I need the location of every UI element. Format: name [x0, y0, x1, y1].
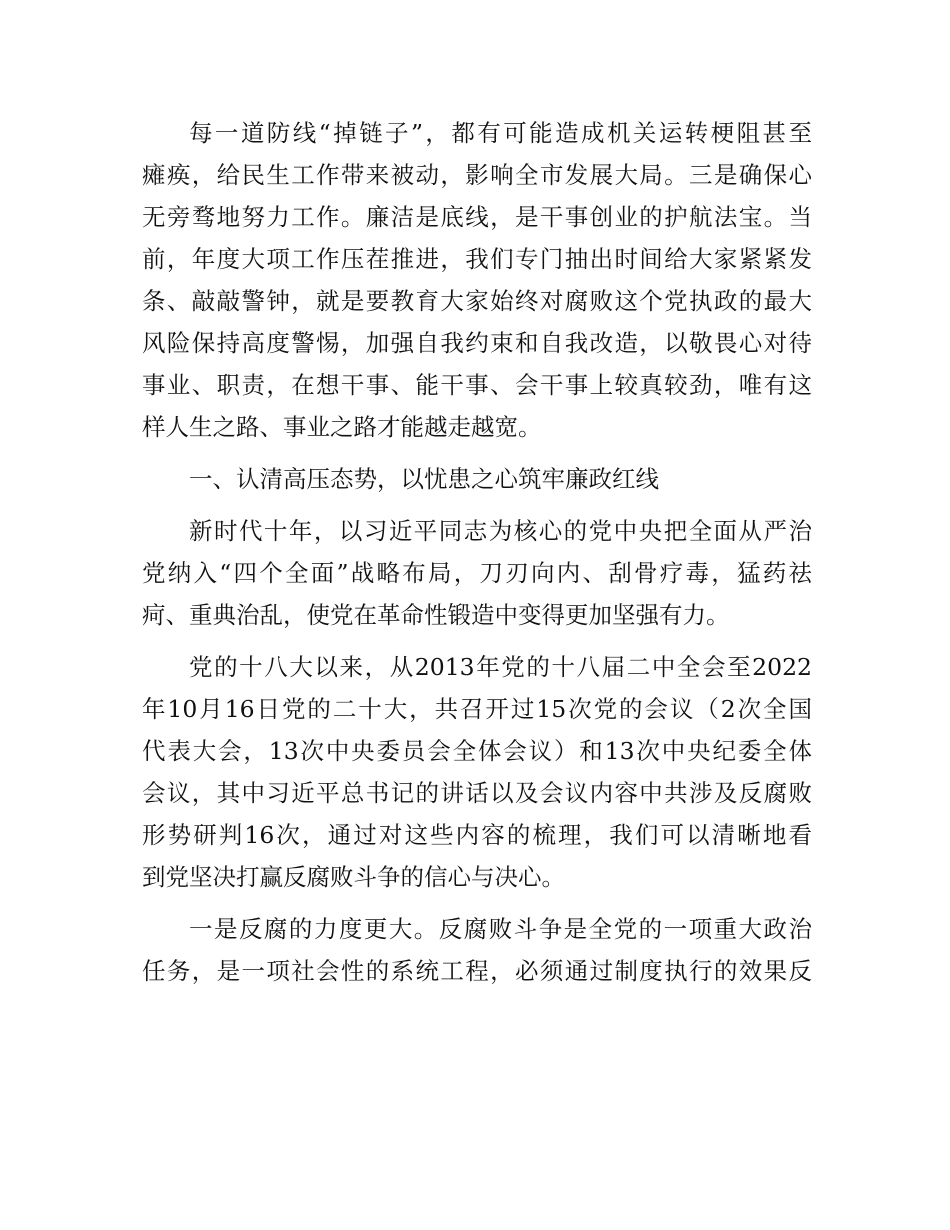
text-line: 一是反腐的力度更大。反腐败斗争是全党的一项重大政治 — [189, 915, 812, 943]
text-line: 条、敲敲警钟，就是要教育大家始终对腐败这个党执政的最大 — [142, 287, 812, 315]
text-line: 任务，是一项社会性的系统工程，必须通过制度执行的效果反 — [142, 957, 812, 985]
paragraph-continuation — [142, 112, 812, 448]
paragraph-anticorruption-strength — [142, 908, 812, 992]
text-line: 前，年度大项工作压茬推进，我们专门抽出时间给大家紧紧发 — [142, 245, 812, 273]
text-line: 每一道防线“掉链子”，都有可能造成机关运转梗阻甚至 — [189, 119, 812, 147]
document-page — [142, 112, 812, 1002]
text-line: 代表大会，13次中央委员会全体会议）和13次中央纪委全体 — [142, 737, 812, 765]
text-line: 形势研判16次，通过对这些内容的梳理，我们可以清晰地看 — [142, 821, 812, 849]
text-line: 事业、职责，在想干事、能干事、会干事上较真较劲，唯有这 — [142, 371, 812, 399]
paragraph-congress-history — [142, 646, 812, 898]
text-line: 会议，其中习近平总书记的讲话以及会议内容中共涉及反腐败 — [142, 779, 812, 807]
text-line: 党的十八大以来，从2013年党的十八届二中全会至2022 — [189, 653, 812, 681]
section-heading — [142, 458, 812, 500]
text-line: 无旁骛地努力工作。廉洁是底线，是干事创业的护航法宝。当 — [142, 203, 812, 231]
text-line: 风险保持高度警惕，加强自我约束和自我改造，以敬畏心对待 — [142, 329, 812, 357]
text-line: 新时代十年，以习近平同志为核心的党中央把全面从严治 — [189, 517, 812, 545]
text-line: 疴、重典治乱，使党在革命性锻造中变得更加坚强有力。 — [142, 601, 730, 629]
text-line: 瘫痪，给民生工作带来被动，影响全市发展大局。三是确保心 — [142, 161, 812, 189]
text-line: 党纳入“四个全面”战略布局，刀刃向内、刮骨疗毒，猛药祛 — [142, 559, 812, 587]
text-line: 年10月16日党的二十大，共召开过15次党的会议（2次全国 — [142, 695, 812, 723]
paragraph-new-era — [142, 510, 812, 636]
text-line: 样人生之路、事业之路才能越走越宽。 — [142, 413, 542, 441]
text-line: 到党坚决打赢反腐败斗争的信心与决心。 — [142, 863, 565, 891]
heading-text: 一、认清高压态势，以忧患之心筑牢廉政红线 — [189, 465, 659, 493]
